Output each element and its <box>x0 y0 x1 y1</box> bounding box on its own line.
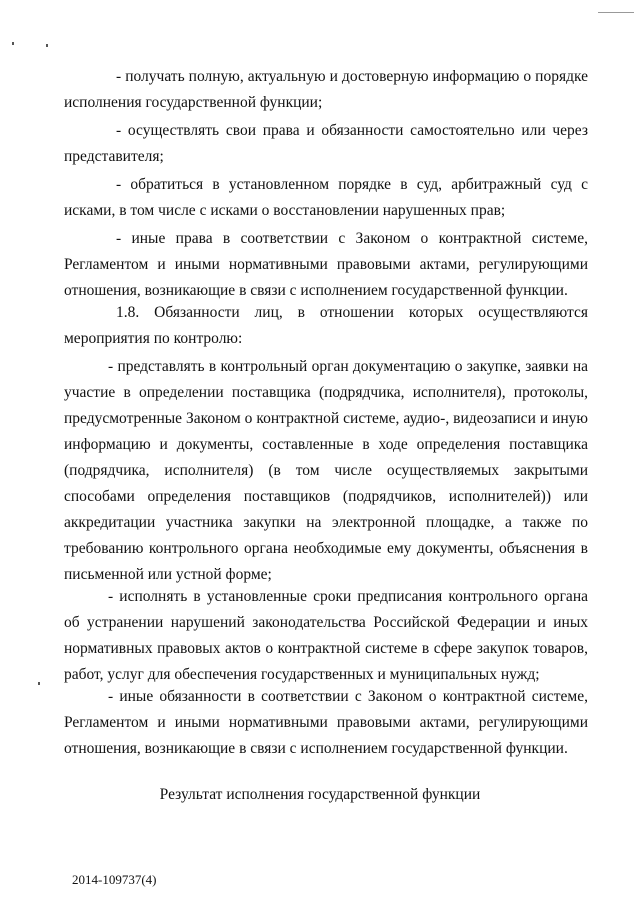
scan-dot <box>46 44 48 47</box>
paragraph-right-info: - получать полную, актуальную и достоверную информацию о порядке исполнения государственной функции; <box>64 68 588 111</box>
scan-dot <box>12 42 14 45</box>
section-heading: Результат исполнения государственной функции <box>159 786 481 803</box>
paragraph-right-representative: - осуществлять свои права и обязанности самостоятельно или через представителя; <box>64 122 588 165</box>
paragraph-right-other: - иные права в соответствии с Законом о контрактной системе, Регламентом и иными нормативными правовыми актами, регулирующими отношения, возникающие в связи с исполнением государственной функции. <box>64 230 588 299</box>
paragraph-duty-orders: - исполнять в установленные сроки предписания контрольного органа об устранении нарушений законодательства Российской Федерации и иных нормативных правовых актов о контрактной системе в сфере закупок товаров, работ, услуг для обеспечения государственных и муниципальных нужд; <box>64 588 588 683</box>
scan-dot <box>38 682 40 685</box>
scan-artifact <box>598 12 634 13</box>
document-footer-id: 2014-109737(4) <box>72 872 157 887</box>
paragraph-duty-documents: - представлять в контрольный орган документацию о закупке, заявки на участие в определении поставщика (подрядчика, исполнителя), протоколы, предусмотренные Законом о контрактной системе, аудио-, видеозаписи и иную информацию и документы, составленные в ходе определения поставщика (подрядчика, исполнителя) (в том числе осуществляемых закрытыми способами определения поставщиков (подрядчиков, исполнителей)) или аккредитации участника закупки на электронной площадке, а также по требованию контрольного органа необходимые ему документы, объяснения в письменной или устной форме; <box>64 358 588 583</box>
paragraph-duty-other: - иные обязанности в соответствии с Законом о контрактной системе, Регламентом и иными нормативными правовыми актами, регулирующими отношения, возникающие в связи с исполнением государственной функции. <box>64 688 588 757</box>
paragraph-section-1-8: 1.8. Обязанности лиц, в отношении которых осуществляются мероприятия по контролю: <box>64 304 588 347</box>
paragraph-right-court: - обратиться в установленном порядке в суд, арбитражный суд с исками, в том числе с исками о восстановлении нарушенных прав; <box>64 176 588 219</box>
